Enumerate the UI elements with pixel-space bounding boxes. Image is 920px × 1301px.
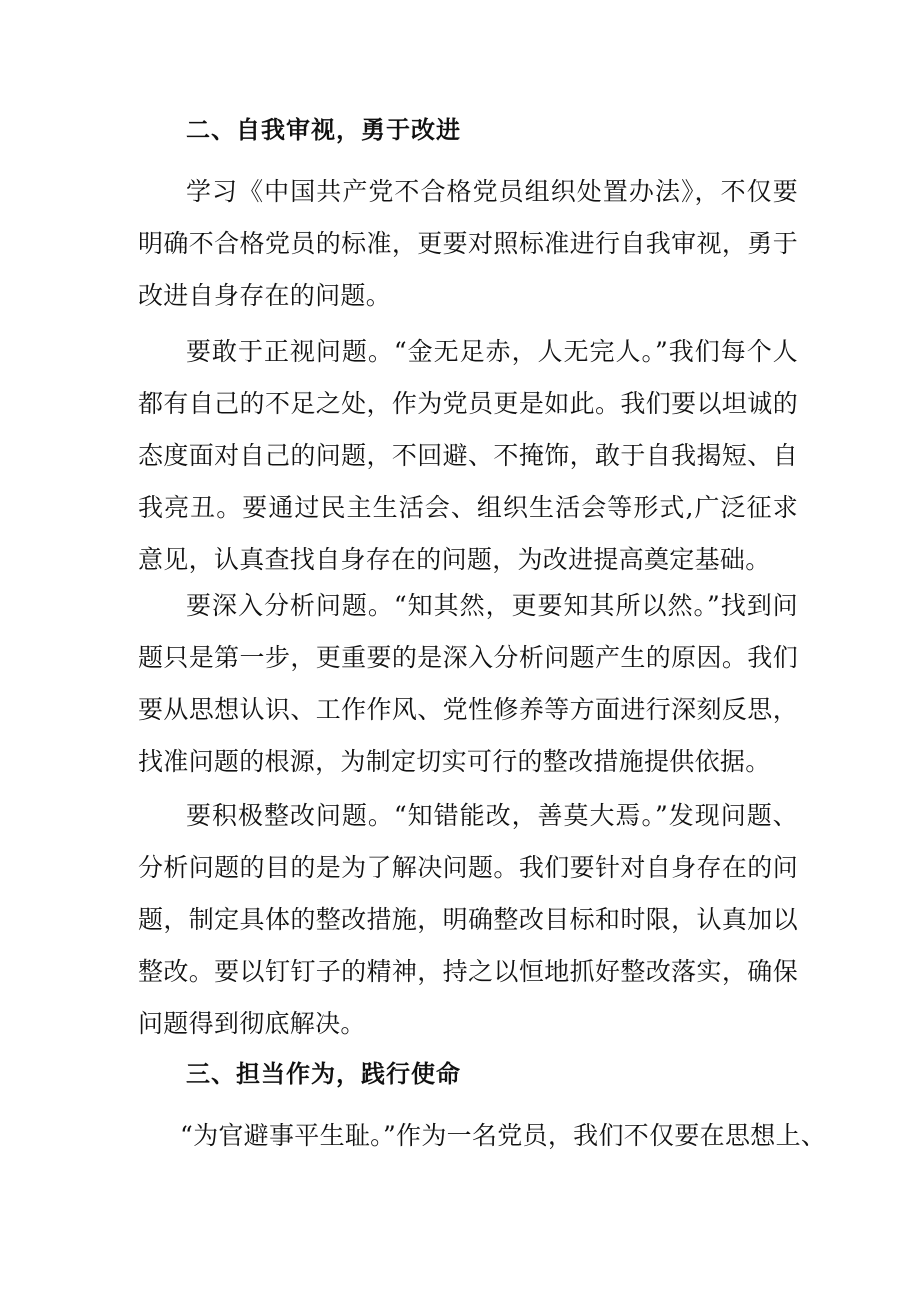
paragraph-intro: 学习《中国共产党不合格党员组织处置办法》，不仅要明确不合格党员的标准，更要对照标准进行自我审视，勇于改进自身存在的问题。 xyxy=(138,177,798,310)
paragraph-responsibility: “为官避事平生耻。”作为一名党员，我们不仅要在思想上、 xyxy=(180,1121,827,1150)
paragraph-rectify-problems: 要积极整改问题。“知错能改，善莫大焉。”发现问题、分析问题的目的是为了解决问题。我们要针对自身存在的问题，制定具体的整改措施，明确整改目标和时限，认真加以整改。要以钉钉子的精神，持之以恒地抓好整改落实，确保问题得到彻底解决。 xyxy=(138,801,798,1038)
section-heading-2: 二、自我审视，勇于改进 xyxy=(186,116,461,144)
section-heading-3: 三、担当作为，践行使命 xyxy=(186,1060,461,1088)
paragraph-face-problems: 要敢于正视问题。“金无足赤，人无完人。”我们每个人都有自己的不足之处，作为党员更是如此。我们要以坦诚的态度面对自己的问题，不回避、不掩饰，敢于自我揭短、自我亮丑。要通过民主生活会、组织生活会等形式,广泛征求意见，认真查找自身存在的问题，为改进提高奠定基础。 xyxy=(138,337,798,574)
paragraph-analyze-problems: 要深入分析问题。“知其然，更要知其所以然。”找到问题只是第一步，更重要的是深入分析问题产生的原因。我们要从思想认识、工作作风、党性修养等方面进行深刻反思，找准问题的根源，为制定切实可行的整改措施提供依据。 xyxy=(138,591,798,776)
